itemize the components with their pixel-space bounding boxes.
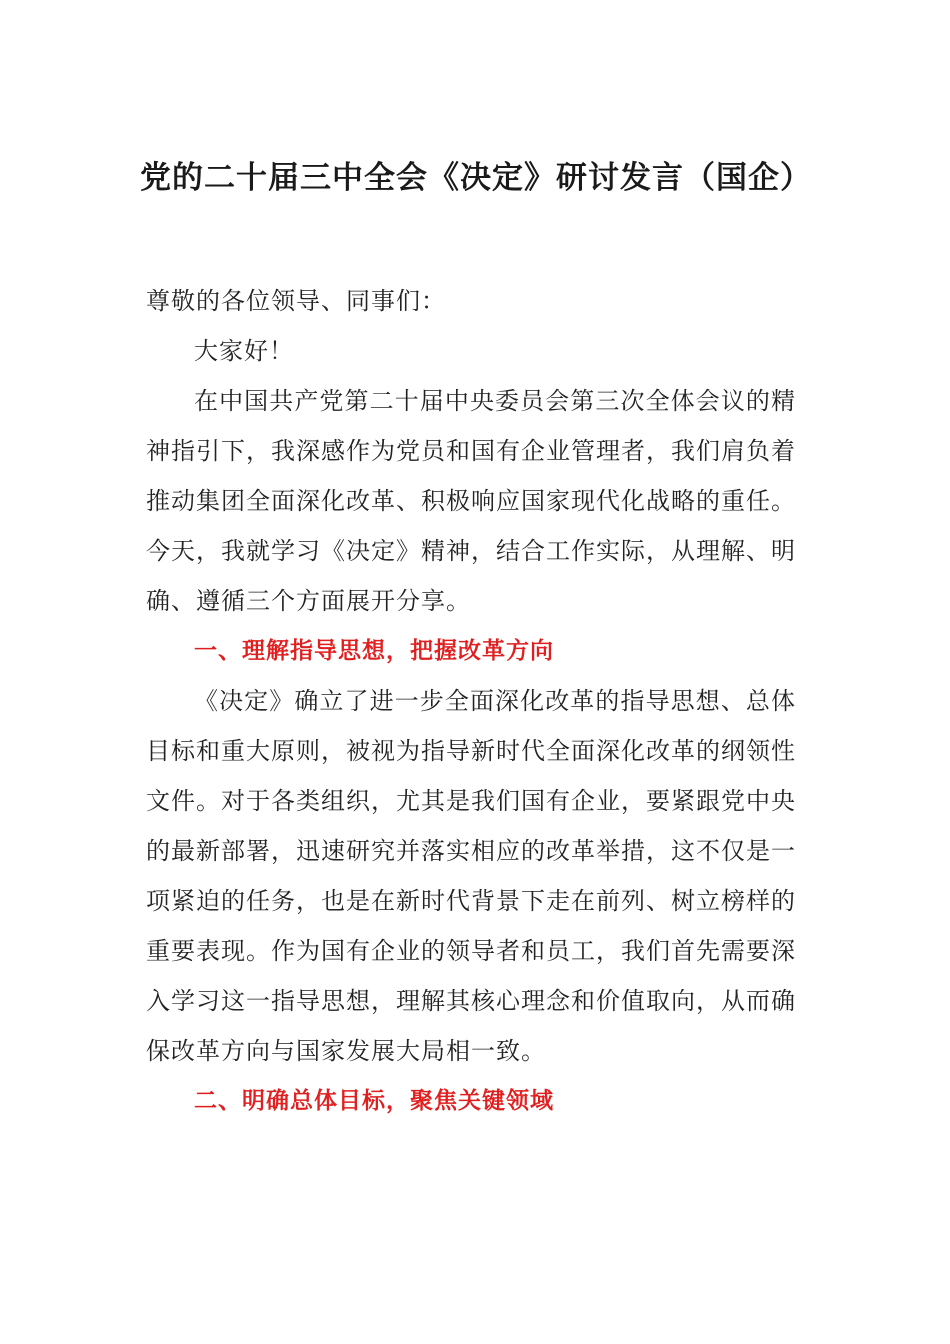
section-heading-2: 二、明确总体目标，聚焦关键领域 (194, 1088, 554, 1114)
intro-paragraph: 在中国共产党第二十届中央委员会第三次全体会议的精神指引下，我深感作为党员和国有企业管理者，我们肩负着推动集团全面深化改革、积极响应国家现代化战略的重任。今天，我就学习《决定》精神，结合工作实际，从理解、明确、遵循三个方面展开分享。 (146, 387, 796, 615)
greeting: 大家好！ (194, 337, 294, 365)
section-1-paragraph: 《决定》确立了进一步全面深化改革的指导思想、总体目标和重大原则，被视为指导新时代全面深化改革的纲领性文件。对于各类组织，尤其是我们国有企业，要紧跟党中央的最新部署，迅速研究并落实相应的改革举措，这不仅是一项紧迫的任务，也是在新时代背景下走在前列、树立榜样的重要表现。作为国有企业的领导者和员工，我们首先需要深入学习这一指导思想，理解其核心理念和价值取向，从而确保改革方向与国家发展大局相一致。 (146, 687, 796, 1065)
salutation: 尊敬的各位领导、同事们： (146, 287, 446, 315)
section-heading-1: 一、理解指导思想，把握改革方向 (194, 638, 554, 664)
document-title: 党的二十届三中全会《决定》研讨发言（国企） (140, 160, 812, 196)
document-body (146, 276, 796, 1126)
